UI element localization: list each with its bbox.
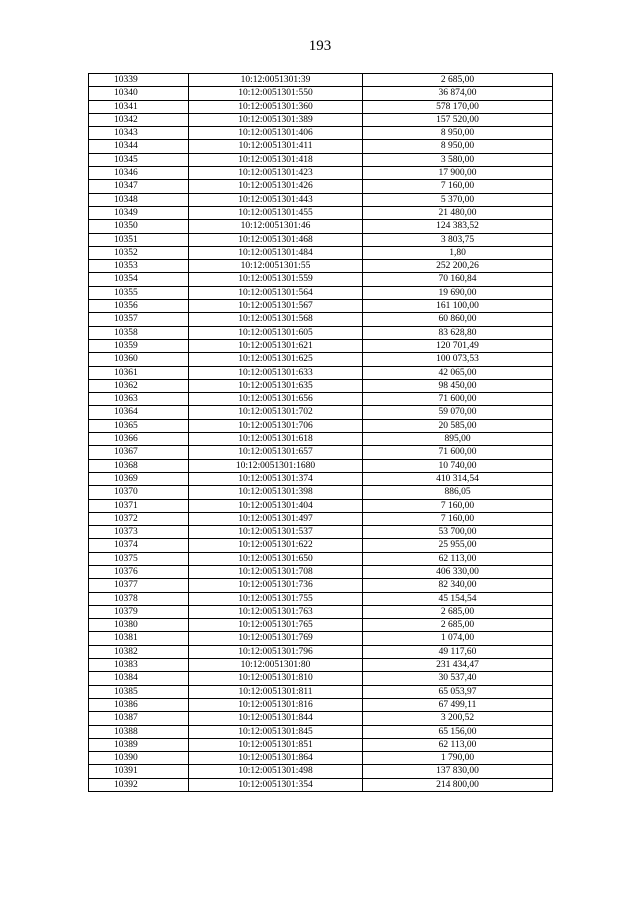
value-cell: 7 160,00 [363,512,553,525]
cadastral-number-cell: 10:12:0051301:484 [189,246,363,259]
table-row [89,698,553,711]
cadastral-number-cell: 10:12:0051301:622 [189,539,363,552]
table-row [89,286,553,299]
row-number-cell: 10356 [89,300,189,313]
table-row [89,220,553,233]
cadastral-number-cell: 10:12:0051301:46 [189,220,363,233]
table-row [89,167,553,180]
table-row [89,712,553,725]
value-cell: 2 685,00 [363,74,553,87]
table-body [89,74,553,792]
cadastral-number-cell: 10:12:0051301:769 [189,632,363,645]
cadastral-number-cell: 10:12:0051301:568 [189,313,363,326]
value-cell: 120 701,49 [363,339,553,352]
table-row [89,406,553,419]
page-number: 193 [308,38,332,54]
cadastral-number-cell: 10:12:0051301:656 [189,393,363,406]
table-row [89,605,553,618]
value-cell: 19 690,00 [363,286,553,299]
row-number-cell: 10379 [89,605,189,618]
value-cell: 60 860,00 [363,313,553,326]
row-number-cell: 10353 [89,260,189,273]
cadastral-number-cell: 10:12:0051301:763 [189,605,363,618]
row-number-cell: 10363 [89,393,189,406]
value-cell: 53 700,00 [363,526,553,539]
cadastral-number-cell: 10:12:0051301:625 [189,353,363,366]
value-cell: 82 340,00 [363,579,553,592]
value-cell: 10 740,00 [363,459,553,472]
cadastral-number-cell: 10:12:0051301:398 [189,486,363,499]
table-row [89,113,553,126]
cadastral-number-cell: 10:12:0051301:404 [189,499,363,512]
cadastral-number-cell: 10:12:0051301:810 [189,672,363,685]
row-number-cell: 10361 [89,366,189,379]
row-number-cell: 10347 [89,180,189,193]
table-row [89,433,553,446]
value-cell: 98 450,00 [363,379,553,392]
row-number-cell: 10374 [89,539,189,552]
value-cell: 59 070,00 [363,406,553,419]
cadastral-number-cell: 10:12:0051301:708 [189,565,363,578]
cadastral-value-table [88,73,553,792]
cadastral-number-cell: 10:12:0051301:550 [189,87,363,100]
row-number-cell: 10371 [89,499,189,512]
row-number-cell: 10348 [89,193,189,206]
table-row [89,326,553,339]
row-number-cell: 10389 [89,738,189,751]
value-cell: 2 685,00 [363,619,553,632]
row-number-cell: 10359 [89,339,189,352]
table-row [89,512,553,525]
value-cell: 3 580,00 [363,153,553,166]
cadastral-number-cell: 10:12:0051301:468 [189,233,363,246]
cadastral-number-cell: 10:12:0051301:564 [189,286,363,299]
table-row [89,87,553,100]
value-cell: 83 628,80 [363,326,553,339]
cadastral-number-cell: 10:12:0051301:567 [189,300,363,313]
value-cell: 62 113,00 [363,552,553,565]
row-number-cell: 10342 [89,113,189,126]
row-number-cell: 10392 [89,778,189,791]
cadastral-number-cell: 10:12:0051301:360 [189,100,363,113]
table-row [89,260,553,273]
cadastral-number-cell: 10:12:0051301:418 [189,153,363,166]
table-row [89,180,553,193]
cadastral-number-cell: 10:12:0051301:618 [189,433,363,446]
value-cell: 214 800,00 [363,778,553,791]
table-row [89,193,553,206]
value-cell: 886,05 [363,486,553,499]
row-number-cell: 10351 [89,233,189,246]
row-number-cell: 10382 [89,645,189,658]
cadastral-number-cell: 10:12:0051301:55 [189,260,363,273]
value-cell: 62 113,00 [363,738,553,751]
row-number-cell: 10352 [89,246,189,259]
cadastral-number-cell: 10:12:0051301:635 [189,379,363,392]
value-cell: 36 874,00 [363,87,553,100]
table-row [89,459,553,472]
row-number-cell: 10358 [89,326,189,339]
row-number-cell: 10344 [89,140,189,153]
value-cell: 71 600,00 [363,393,553,406]
row-number-cell: 10381 [89,632,189,645]
cadastral-number-cell: 10:12:0051301:80 [189,659,363,672]
row-number-cell: 10377 [89,579,189,592]
cadastral-number-cell: 10:12:0051301:845 [189,725,363,738]
cadastral-number-cell: 10:12:0051301:633 [189,366,363,379]
cadastral-number-cell: 10:12:0051301:498 [189,765,363,778]
row-number-cell: 10362 [89,379,189,392]
row-number-cell: 10390 [89,752,189,765]
cadastral-number-cell: 10:12:0051301:755 [189,592,363,605]
row-number-cell: 10385 [89,685,189,698]
value-cell: 7 160,00 [363,180,553,193]
row-number-cell: 10380 [89,619,189,632]
cadastral-number-cell: 10:12:0051301:406 [189,127,363,140]
cadastral-number-cell: 10:12:0051301:736 [189,579,363,592]
cadastral-number-cell: 10:12:0051301:389 [189,113,363,126]
value-cell: 100 073,53 [363,353,553,366]
row-number-cell: 10367 [89,446,189,459]
row-number-cell: 10369 [89,472,189,485]
value-cell: 65 053,97 [363,685,553,698]
value-cell: 2 685,00 [363,605,553,618]
table-row [89,632,553,645]
table-row [89,672,553,685]
value-cell: 65 156,00 [363,725,553,738]
table-row [89,526,553,539]
cadastral-number-cell: 10:12:0051301:621 [189,339,363,352]
cadastral-number-cell: 10:12:0051301:537 [189,526,363,539]
table-row [89,393,553,406]
table-row [89,353,553,366]
value-cell: 578 170,00 [363,100,553,113]
row-number-cell: 10386 [89,698,189,711]
table-row [89,313,553,326]
table-row [89,246,553,259]
table-row [89,565,553,578]
row-number-cell: 10349 [89,206,189,219]
cadastral-number-cell: 10:12:0051301:844 [189,712,363,725]
table-row [89,752,553,765]
table-row [89,300,553,313]
row-number-cell: 10378 [89,592,189,605]
table-row [89,725,553,738]
value-cell: 406 330,00 [363,565,553,578]
row-number-cell: 10375 [89,552,189,565]
value-cell: 124 383,52 [363,220,553,233]
value-cell: 252 200,26 [363,260,553,273]
cadastral-number-cell: 10:12:0051301:455 [189,206,363,219]
value-cell: 25 955,00 [363,539,553,552]
value-cell: 70 160,84 [363,273,553,286]
table-row [89,379,553,392]
value-cell: 30 537,40 [363,672,553,685]
table-row [89,140,553,153]
value-cell: 17 900,00 [363,167,553,180]
value-cell: 1 074,00 [363,632,553,645]
row-number-cell: 10391 [89,765,189,778]
table-row [89,778,553,791]
value-cell: 895,00 [363,433,553,446]
value-cell: 3 200,52 [363,712,553,725]
row-number-cell: 10387 [89,712,189,725]
row-number-cell: 10365 [89,419,189,432]
row-number-cell: 10350 [89,220,189,233]
value-cell: 20 585,00 [363,419,553,432]
cadastral-number-cell: 10:12:0051301:374 [189,472,363,485]
table-row [89,366,553,379]
table-row [89,206,553,219]
row-number-cell: 10373 [89,526,189,539]
cadastral-number-cell: 10:12:0051301:605 [189,326,363,339]
row-number-cell: 10366 [89,433,189,446]
cadastral-number-cell: 10:12:0051301:765 [189,619,363,632]
table-row [89,486,553,499]
cadastral-number-cell: 10:12:0051301:650 [189,552,363,565]
row-number-cell: 10372 [89,512,189,525]
cadastral-number-cell: 10:12:0051301:851 [189,738,363,751]
table-row [89,619,553,632]
value-cell: 7 160,00 [363,499,553,512]
cadastral-number-cell: 10:12:0051301:423 [189,167,363,180]
value-cell: 71 600,00 [363,446,553,459]
row-number-cell: 10339 [89,74,189,87]
table-row [89,579,553,592]
value-cell: 157 520,00 [363,113,553,126]
row-number-cell: 10368 [89,459,189,472]
value-cell: 3 803,75 [363,233,553,246]
value-cell: 49 117,60 [363,645,553,658]
row-number-cell: 10343 [89,127,189,140]
value-cell: 1,80 [363,246,553,259]
row-number-cell: 10341 [89,100,189,113]
value-cell: 231 434,47 [363,659,553,672]
table-row [89,592,553,605]
row-number-cell: 10370 [89,486,189,499]
table-row [89,74,553,87]
table-row [89,273,553,286]
cadastral-number-cell: 10:12:0051301:426 [189,180,363,193]
cadastral-number-cell: 10:12:0051301:796 [189,645,363,658]
table-row [89,339,553,352]
row-number-cell: 10345 [89,153,189,166]
row-number-cell: 10388 [89,725,189,738]
value-cell: 5 370,00 [363,193,553,206]
row-number-cell: 10357 [89,313,189,326]
table-row [89,446,553,459]
cadastral-number-cell: 10:12:0051301:39 [189,74,363,87]
table-row [89,552,553,565]
cadastral-number-cell: 10:12:0051301:1680 [189,459,363,472]
cadastral-number-cell: 10:12:0051301:559 [189,273,363,286]
row-number-cell: 10346 [89,167,189,180]
table-row [89,645,553,658]
cadastral-number-cell: 10:12:0051301:657 [189,446,363,459]
table-row [89,233,553,246]
cadastral-number-cell: 10:12:0051301:497 [189,512,363,525]
row-number-cell: 10364 [89,406,189,419]
value-cell: 1 790,00 [363,752,553,765]
cadastral-number-cell: 10:12:0051301:443 [189,193,363,206]
table-row [89,539,553,552]
row-number-cell: 10384 [89,672,189,685]
row-number-cell: 10354 [89,273,189,286]
value-cell: 21 480,00 [363,206,553,219]
value-cell: 45 154,54 [363,592,553,605]
table-row [89,153,553,166]
cadastral-number-cell: 10:12:0051301:816 [189,698,363,711]
row-number-cell: 10355 [89,286,189,299]
cadastral-number-cell: 10:12:0051301:411 [189,140,363,153]
value-cell: 137 830,00 [363,765,553,778]
table-row [89,472,553,485]
value-cell: 161 100,00 [363,300,553,313]
table-row [89,127,553,140]
value-cell: 67 499,11 [363,698,553,711]
value-cell: 8 950,00 [363,140,553,153]
cadastral-number-cell: 10:12:0051301:811 [189,685,363,698]
row-number-cell: 10360 [89,353,189,366]
table-row [89,659,553,672]
table-row [89,685,553,698]
table-row [89,100,553,113]
value-cell: 8 950,00 [363,127,553,140]
value-cell: 410 314,54 [363,472,553,485]
row-number-cell: 10383 [89,659,189,672]
cadastral-number-cell: 10:12:0051301:702 [189,406,363,419]
table-row [89,419,553,432]
table-row [89,738,553,751]
value-cell: 42 065,00 [363,366,553,379]
cadastral-number-cell: 10:12:0051301:354 [189,778,363,791]
row-number-cell: 10340 [89,87,189,100]
cadastral-number-cell: 10:12:0051301:706 [189,419,363,432]
table-row [89,499,553,512]
row-number-cell: 10376 [89,565,189,578]
cadastral-number-cell: 10:12:0051301:864 [189,752,363,765]
table-row [89,765,553,778]
